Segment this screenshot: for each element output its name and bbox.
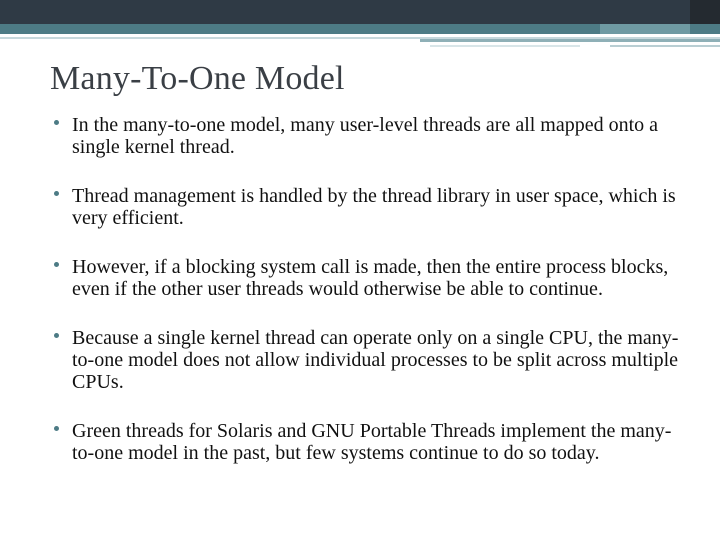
bullet-marker-icon [54, 120, 59, 125]
header-teal-highlight [600, 24, 690, 34]
bullet-item [52, 114, 692, 158]
slide-title: Many-To-One Model [50, 60, 345, 97]
bullet-marker-icon [54, 191, 59, 196]
bullet-item [52, 420, 692, 464]
header-bar [0, 0, 720, 24]
header-accent-line [420, 39, 720, 42]
bullet-text: In the many-to-one model, many user-level threads are all mapped onto a single kernel thread. [72, 114, 659, 158]
bullet-text: However, if a blocking system call is made, then the entire process blocks, even if the other user threads would otherwise be able to continue. [72, 256, 669, 300]
bullet-marker-icon [54, 426, 59, 431]
header-accent-line-right [610, 45, 720, 47]
bullet-item [52, 327, 692, 393]
bullet-item [52, 185, 692, 229]
bullet-text: Because a single kernel thread can operate only on a single CPU, the many-to-one model does not allow individual processes to be split across multiple CPUs. [72, 327, 679, 393]
bullet-text: Green threads for Solaris and GNU Portable Threads implement the many-to-one model in the past, but few systems continue to do so today. [72, 420, 672, 464]
bullet-marker-icon [54, 262, 59, 267]
header-bar-accent [690, 0, 720, 24]
bullet-marker-icon [54, 333, 59, 338]
bullet-list [52, 114, 692, 491]
bullet-text: Thread management is handled by the thread library in user space, which is very efficient. [72, 185, 676, 229]
header-accent-line-short [430, 45, 580, 47]
bullet-item [52, 256, 692, 300]
